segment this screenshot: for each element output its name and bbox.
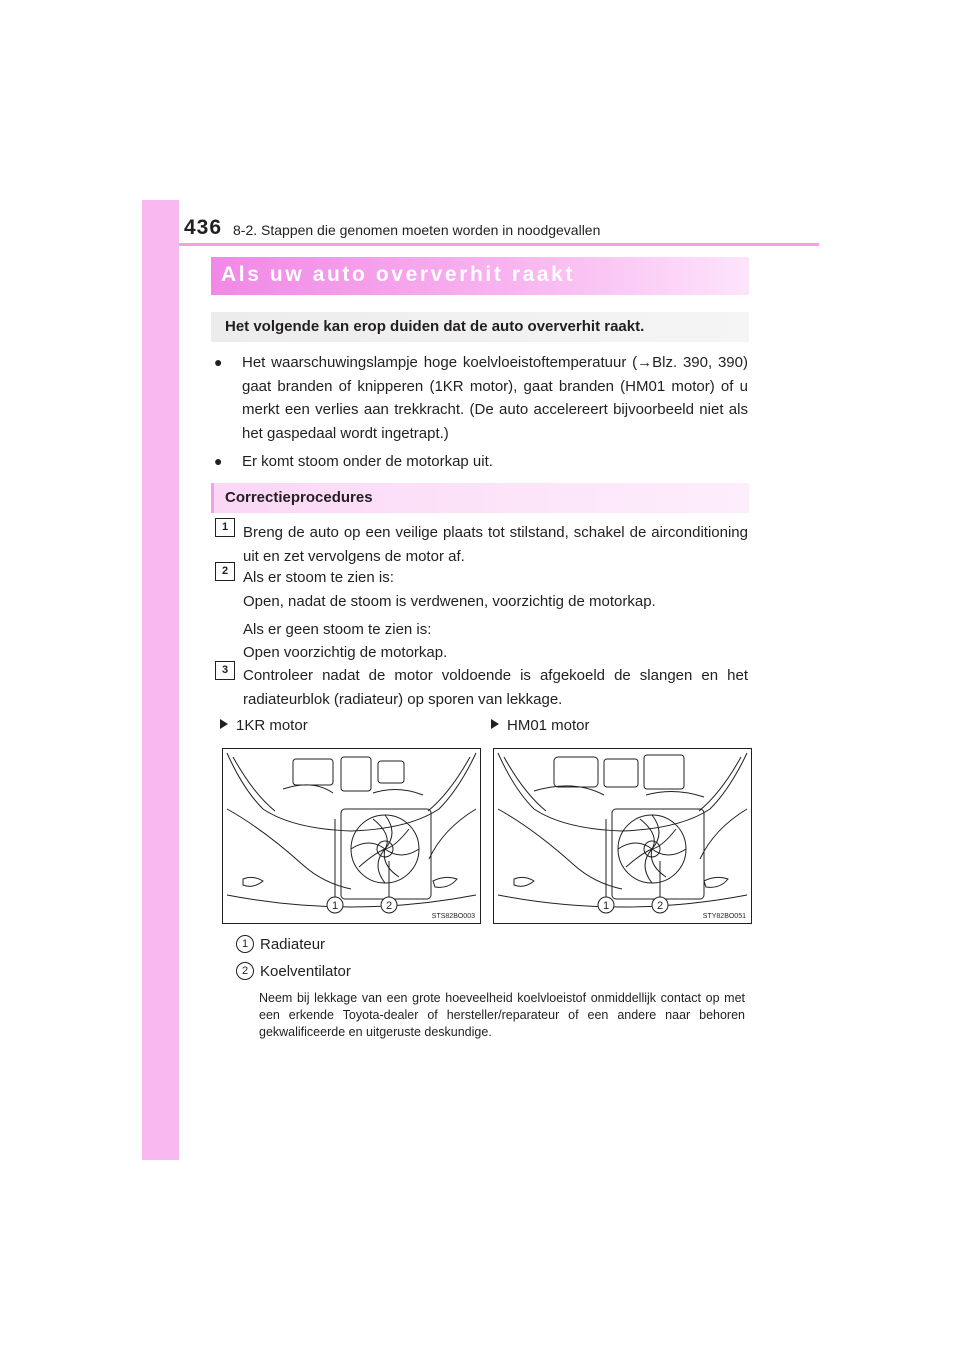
step-number-1: 1 — [215, 518, 235, 537]
step-3-text: Controleer nadat de motor voldoende is afgekoeld de slangen en het radiateurblok (radiateur) op sporen van lekkage. — [243, 667, 748, 708]
symptoms-heading: Het volgende kan erop duiden dat de auto oververhit raakt. — [211, 312, 749, 342]
step-1-text: Breng de auto op een veilige plaats tot stilstand, schakel de airconditioning uit en zet vervolgens de motor af. — [243, 524, 748, 565]
engine-bay-drawing — [223, 749, 480, 923]
step-number-2: 2 — [215, 562, 235, 581]
legend-label-koelventilator: Koelventilator — [260, 963, 351, 980]
side-color-strip — [142, 200, 179, 1160]
legend-number-1: 1 — [236, 935, 254, 953]
figure-code: STY82BO051 — [702, 913, 746, 920]
engine-illustration-hm01 — [493, 748, 752, 924]
symptom-item: ● Het waarschuwingslampje hoge koelvloeistoftemperatuur (→Blz. 390, 390) gaat branden of knipperen (1KR motor), gaat branden (HM01 motor) of u merkt een verlies aan trekkracht. (De auto accelereert bijvoorbeeld niet als het gaspedaal wordt ingetrapt.) — [214, 351, 748, 447]
engine-illustration-1kr — [222, 748, 481, 924]
figure-caption-1kr: 1KR motor — [220, 717, 308, 734]
bullet-icon: ● — [214, 354, 223, 370]
engine-bay-drawing — [494, 749, 751, 923]
bullet-icon: ● — [214, 453, 223, 469]
section-title-banner — [211, 257, 749, 295]
triangle-bullet-icon — [491, 719, 499, 729]
callout-number: 1 — [602, 900, 610, 912]
figure-code: STS82BO003 — [431, 913, 475, 920]
step-2-line-3: Als er geen stoom te zien is: — [243, 621, 432, 638]
section-title: Als uw auto oververhit raakt — [221, 263, 576, 286]
triangle-bullet-icon — [220, 719, 228, 729]
legend-number-2: 2 — [236, 962, 254, 980]
step-2-line-4: Open voorzichtig de motorkap. — [243, 644, 448, 661]
step-2-line-1: Als er stoom te zien is: — [243, 569, 394, 586]
chapter-title: 8-2. Stappen die genomen moeten worden in noodgevallen — [233, 222, 601, 238]
step-2-line-2: Open, nadat de stoom is verdwenen, voorzichtig de motorkap. — [243, 593, 656, 610]
legend-label-radiateur: Radiateur — [260, 936, 326, 953]
leakage-note: Neem bij lekkage van een grote hoeveelheid koelvloeistof onmiddellijk contact op met een erkende Toyota-dealer of hersteller/reparateur of een andere naar behoren gekwalificeerde en uitgeruste deskundige. — [259, 991, 745, 1039]
callout-number: 2 — [385, 900, 393, 912]
callout-number: 1 — [331, 900, 339, 912]
figure-caption-hm01: HM01 motor — [491, 717, 590, 734]
callout-number: 2 — [656, 900, 664, 912]
step-number-3: 3 — [215, 661, 235, 680]
procedures-heading: Correctieprocedures — [211, 483, 749, 513]
page-number: 436 — [184, 216, 223, 239]
symptom-item: ● Er komt stoom onder de motorkap uit. — [214, 450, 748, 474]
header-divider — [179, 243, 819, 246]
